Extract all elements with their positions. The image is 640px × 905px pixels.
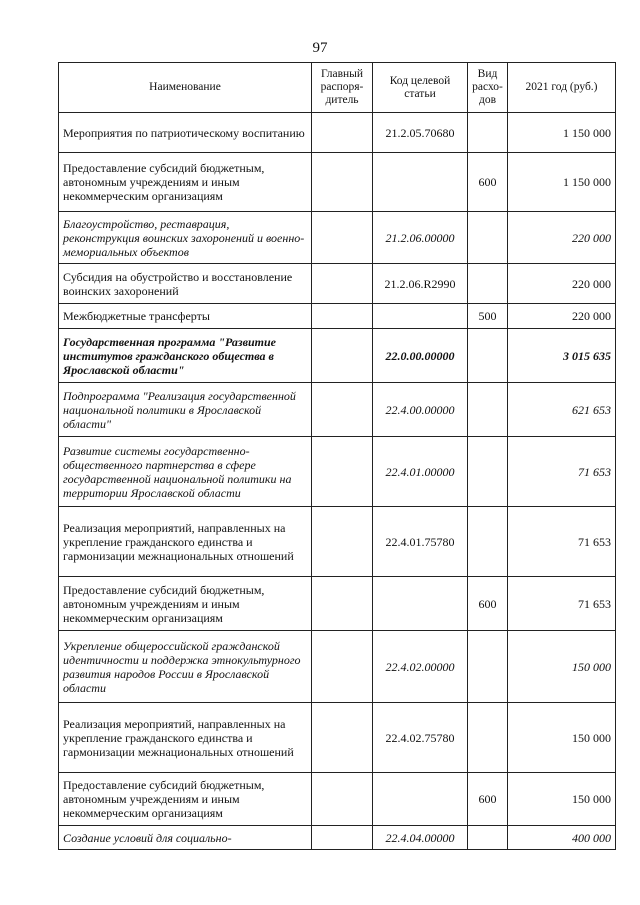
cell-name: Укрепление общероссийской гражданской идентичности и поддержка этнокультурного развития народов России в Ярославской области [59,631,312,703]
cell-amount: 150 000 [508,631,616,703]
cell-amount: 1 150 000 [508,153,616,212]
cell-kind [468,826,508,850]
table-row [59,437,616,507]
table-row [59,264,616,304]
table-row [59,212,616,264]
cell-name: Реализация мероприятий, направленных на укрепление гражданского единства и гармонизации межнациональных отношений [59,507,312,577]
cell-code: 22.4.01.75780 [373,507,468,577]
cell-recipient [312,437,373,507]
page-number: 97 [312,40,328,56]
header-recipient: Главный распоря-дитель [312,63,373,113]
cell-kind: 500 [468,304,508,329]
cell-recipient [312,113,373,153]
budget-table [58,62,616,850]
cell-kind [468,383,508,437]
cell-name: Реализация мероприятий, направленных на укрепление гражданского единства и гармонизации межнациональных отношений [59,703,312,773]
cell-name: Субсидия на обустройство и восстановление воинских захоронений [59,264,312,304]
cell-code [373,153,468,212]
cell-amount: 621 653 [508,383,616,437]
cell-name: Развитие системы государственно-общественного партнерства в сфере государственной национальной политики на территории Ярославской области [59,437,312,507]
cell-recipient [312,631,373,703]
table-row [59,153,616,212]
cell-name: Подпрограмма "Реализация государственной национальной политики в Ярославской области" [59,383,312,437]
table-row [59,631,616,703]
cell-code [373,304,468,329]
cell-amount: 1 150 000 [508,113,616,153]
table-row [59,826,616,850]
table-row [59,383,616,437]
cell-amount: 220 000 [508,212,616,264]
cell-amount: 150 000 [508,773,616,826]
cell-code: 21.2.06.00000 [373,212,468,264]
cell-recipient [312,773,373,826]
cell-recipient [312,264,373,304]
cell-name: Мероприятия по патриотическому воспитанию [59,113,312,153]
cell-name: Предоставление субсидий бюджетным, автономным учреждениям и иным некоммерческим организациям [59,153,312,212]
cell-recipient [312,329,373,383]
cell-recipient [312,304,373,329]
cell-amount: 400 000 [508,826,616,850]
cell-code: 22.4.00.00000 [373,383,468,437]
cell-amount: 3 015 635 [508,329,616,383]
cell-name: Предоставление субсидий бюджетным, автономным учреждениям и иным некоммерческим организациям [59,577,312,631]
cell-kind [468,631,508,703]
cell-code: 22.4.02.75780 [373,703,468,773]
cell-code: 22.4.04.00000 [373,826,468,850]
table-row [59,577,616,631]
cell-amount: 220 000 [508,304,616,329]
cell-name: Предоставление субсидий бюджетным, автономным учреждениям и иным некоммерческим организациям [59,773,312,826]
table-row [59,329,616,383]
table-row [59,773,616,826]
cell-name: Межбюджетные трансферты [59,304,312,329]
table-row [59,304,616,329]
cell-code [373,577,468,631]
cell-code: 22.4.02.00000 [373,631,468,703]
cell-code: 21.2.05.70680 [373,113,468,153]
cell-recipient [312,826,373,850]
cell-recipient [312,153,373,212]
cell-kind [468,113,508,153]
cell-amount: 71 653 [508,437,616,507]
header-amount: 2021 год (руб.) [508,63,616,113]
cell-recipient [312,703,373,773]
cell-kind [468,329,508,383]
cell-amount: 71 653 [508,577,616,631]
cell-name: Создание условий для социально- [59,826,312,850]
cell-kind: 600 [468,153,508,212]
cell-recipient [312,383,373,437]
table-body [59,113,616,850]
table-row [59,507,616,577]
table-row [59,113,616,153]
cell-code: 21.2.06.R2990 [373,264,468,304]
cell-kind: 600 [468,773,508,826]
cell-name: Благоустройство, реставрация, реконструкция воинских захоронений и военно-мемориальных объектов [59,212,312,264]
cell-code: 22.4.01.00000 [373,437,468,507]
header-code: Код целевой статьи [373,63,468,113]
header-name: Наименование [59,63,312,113]
header-kind: Вид расхо-дов [468,63,508,113]
table-header [59,63,616,113]
cell-kind [468,437,508,507]
cell-amount: 220 000 [508,264,616,304]
cell-kind [468,703,508,773]
cell-amount: 150 000 [508,703,616,773]
cell-code: 22.0.00.00000 [373,329,468,383]
cell-code [373,773,468,826]
cell-recipient [312,577,373,631]
cell-recipient [312,507,373,577]
cell-recipient [312,212,373,264]
cell-amount: 71 653 [508,507,616,577]
cell-name: Государственная программа "Развитие институтов гражданского общества в Ярославской области" [59,329,312,383]
cell-kind: 600 [468,577,508,631]
cell-kind [468,212,508,264]
cell-kind [468,507,508,577]
cell-kind [468,264,508,304]
table-row [59,703,616,773]
